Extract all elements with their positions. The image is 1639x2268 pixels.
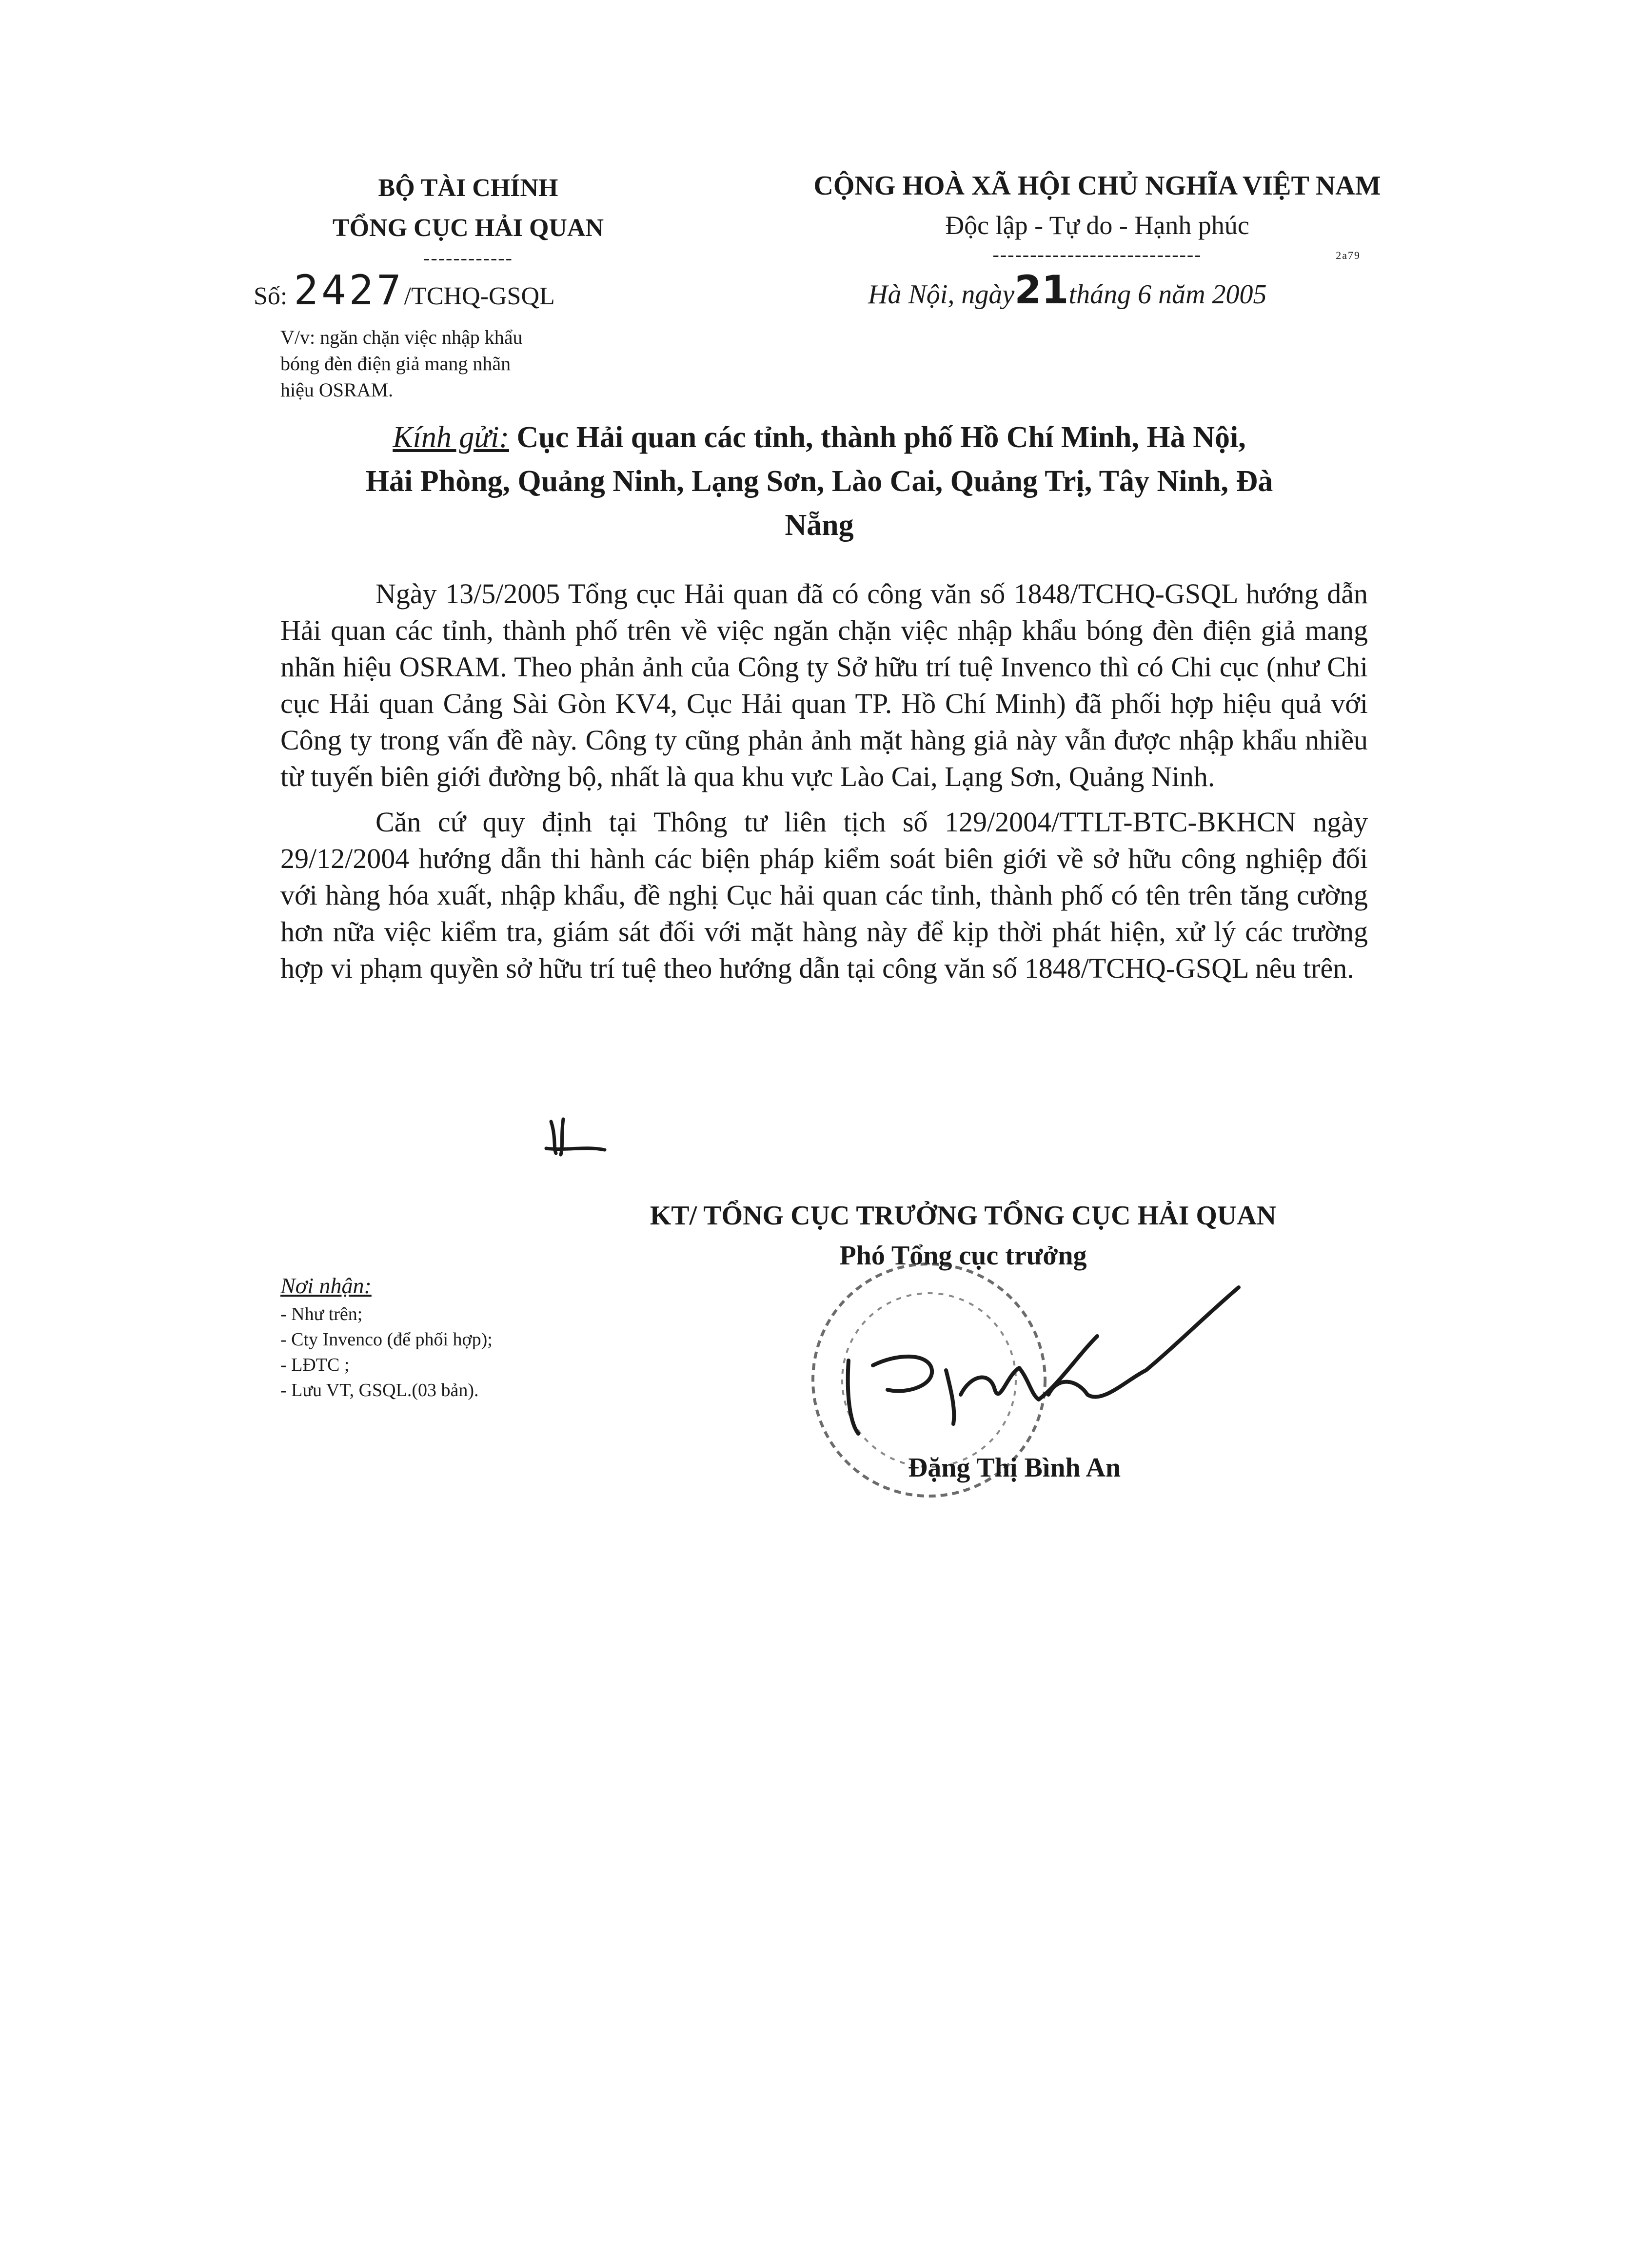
number-prefix: Số: — [254, 282, 288, 310]
document-number — [254, 266, 555, 321]
distribution-item: - LĐTC ; — [280, 1355, 350, 1375]
subject-block — [280, 324, 632, 403]
document-body — [280, 575, 1368, 995]
subject-line-2: bóng đèn điện giả mang nhãn — [280, 353, 511, 375]
initial-mark-icon — [541, 1112, 610, 1161]
distribution-item: - Như trên; — [280, 1304, 363, 1324]
distribution-item: - Lưu VT, GSQL.(03 bản). — [280, 1380, 479, 1400]
distribution-title: Nơi nhận: — [280, 1273, 372, 1298]
distribution-list — [280, 1270, 493, 1403]
left-header-divider: ------------ — [423, 247, 513, 269]
divider-note: 2a79 — [1336, 249, 1361, 261]
country-name: CỘNG HOÀ XÃ HỘI CHỦ NGHĨA VIỆT NAM — [813, 171, 1381, 201]
recipient-text-1: Cục Hải quan các tỉnh, thành phố Hồ Chí Minh, Hà Nội, — [516, 421, 1246, 454]
national-motto: Độc lập - Tự do - Hạnh phúc — [945, 211, 1249, 240]
signatory-name: Đặng Thị Bình An — [908, 1453, 1121, 1483]
subject-line-3: hiệu OSRAM. — [280, 379, 394, 401]
subject-line-1: V/v: ngăn chặn việc nhập khẩu — [280, 326, 523, 348]
number-suffix: /TCHQ-GSQL — [404, 282, 555, 310]
right-header-divider — [731, 245, 1463, 264]
recipient-label: Kính gửi: — [393, 421, 510, 454]
body-paragraph-2: Căn cứ quy định tại Thông tư liên tịch số 129/2004/TTLT-BTC-BKHCN ngày 29/12/2004 hướng dẫn thi hành các biện pháp kiểm soát biên giới về sở hữu công nghiệp đối với hàng hóa xuất, nhập khẩu, đề nghị Cục hải quan các tỉnh, thành phố có tên trên tăng cường hơn nữa việc kiểm tra, giám sát đối với mặt hàng này để kịp thời phát hiện, xử lý các trường hợp vi phạm quyền sở hữu trí tuệ theo hướng dẫn tại công văn số 1848/TCHQ-GSQL nêu trên. — [280, 806, 1368, 984]
ministry-name: BỘ TÀI CHÍNH — [378, 174, 558, 202]
date-suffix: tháng 6 năm 2005 — [1068, 279, 1267, 310]
distribution-item: - Cty Invenco (để phối hợp); — [280, 1329, 493, 1350]
handwritten-number: 2427 — [294, 266, 404, 314]
recipient-block — [273, 415, 1365, 547]
document-date — [868, 266, 1267, 319]
recipient-line-3: Nẵng — [785, 509, 854, 542]
right-divider-line: ---------------------------- — [992, 243, 1202, 265]
signatory-title-line-2: Phó Tổng cục trưởng — [839, 1241, 1087, 1271]
recipient-line-2: Hải Phòng, Quảng Ninh, Lạng Sơn, Lào Cai, Quảng Trị, Tây Ninh, Đà — [365, 465, 1273, 498]
handwritten-day: 21 — [1014, 267, 1069, 313]
recipient-line-1 — [273, 415, 1365, 459]
issuer-header — [215, 168, 722, 268]
date-prefix: Hà Nội, ngày — [868, 279, 1015, 310]
department-name: TỔNG CỤC HẢI QUAN — [332, 214, 604, 242]
body-paragraph-1: Ngày 13/5/2005 Tổng cục Hải quan đã có công văn số 1848/TCHQ-GSQL hướng dẫn Hải quan các tỉnh, thành phố trên về việc ngăn chặn việc nhập khẩu bóng đèn điện giả mang nhãn hiệu OSRAM. Theo phản ảnh của Công ty Sở hữu trí tuệ Invenco thì có Chi cục (như Chi cục Hải quan Cảng Sài Gòn KV4, Cục Hải quan TP. Hồ Chí Minh) đã phối hợp hiệu quả với Công ty trong vấn đề này. Công ty cũng phản ảnh mặt hàng giả này vẫn được nhập khẩu nhiều từ tuyến biên giới đường bộ, nhất là qua khu vực Lào Cai, Lạng Sơn, Quảng Ninh. — [280, 578, 1368, 792]
national-header — [731, 166, 1463, 264]
signatory-title-line-1: KT/ TỔNG CỤC TRƯỞNG TỔNG CỤC HẢI QUAN — [650, 1201, 1277, 1231]
